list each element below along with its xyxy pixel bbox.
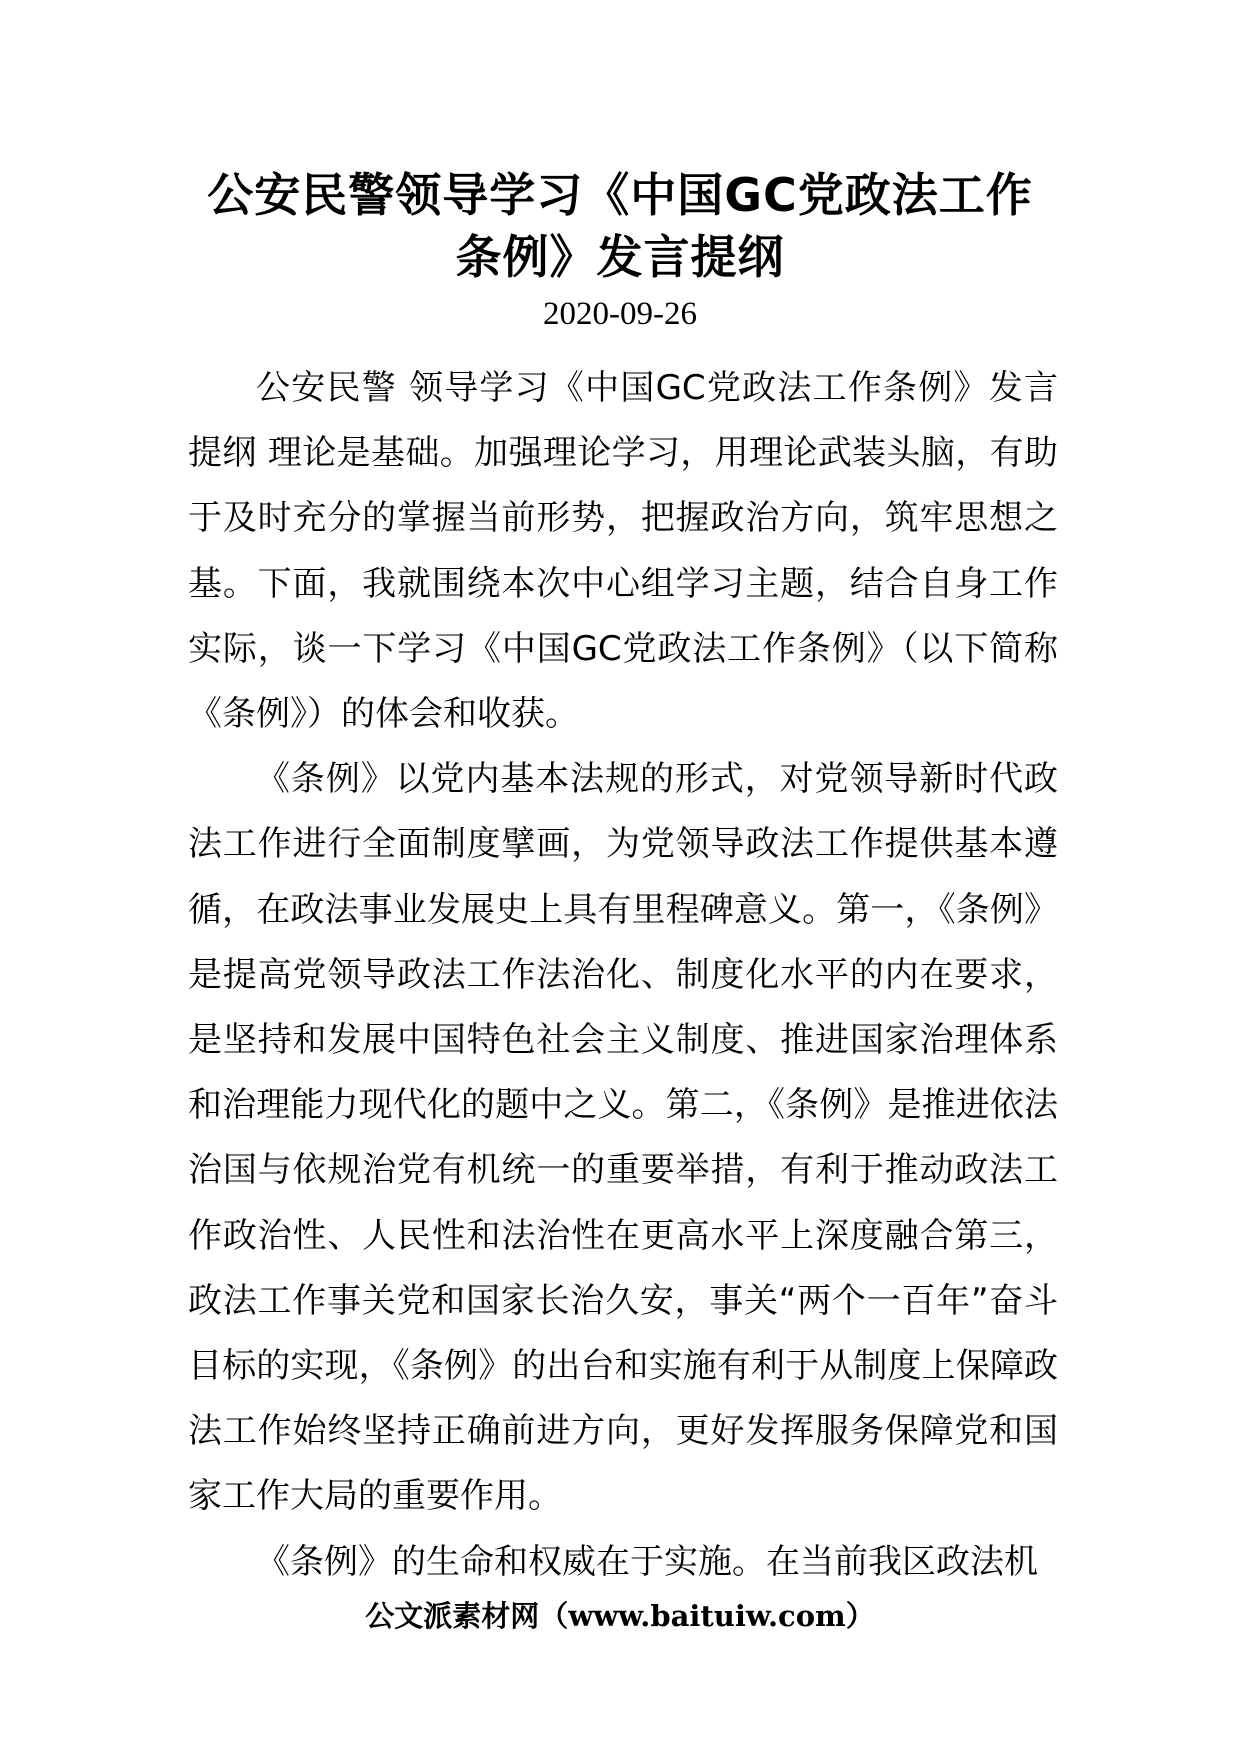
document-body [188, 356, 1058, 1595]
body-paragraph-1: 公安民警 领导学习《中国GC党政法工作条例》发言提纲 理论是基础。加强理论学习，用理论武装头脑，有助于及时充分的掌握当前形势，把握政治方向，筑牢思想之基。下面，我就围绕本次中心组学习主题，结合自身工作实际，谈一下学习《中国GC党政法工作条例》（以下简称《条例》）的体会和收获。 [188, 368, 1058, 735]
document-date: 2020-09-26 [543, 296, 697, 332]
document-title-line-2: 条例》发言提纲 [455, 230, 785, 284]
body-paragraph-2: 《条例》以党内基本法规的形式，对党领导新时代政法工作进行全面制度擘画，为党领导政法工作提供基本遵循，在政法事业发展史上具有里程碑意义。第一，《条例》是提高党领导政法工作法治化、制度化水平的内在要求，是坚持和发展中国特色社会主义制度、推进国家治理体系和治理能力现代化的题中之义。第二，《条例》是推进依法治国与依规治党有机统一的重要举措，有利于推动政法工作政治性、人民性和法治性在更高水平上深度融合第三，政法工作事关党和国家长治久安，事关“两个一百年”奋斗目标的实现，《条例》的出台和实施有利于从制度上保障政法工作始终坚持正确前进方向，更好发挥服务保障党和国家工作大局的重要作用。 [188, 759, 1058, 1517]
source-footer: 公文派素材网（www.baituiw.com） [365, 1599, 875, 1633]
document-title-line-1: 公安民警领导学习《中国GC党政法工作 [207, 168, 1033, 222]
body-paragraph-3: 《条例》的生命和权威在于实施。在当前我区政法机 [256, 1541, 1038, 1582]
